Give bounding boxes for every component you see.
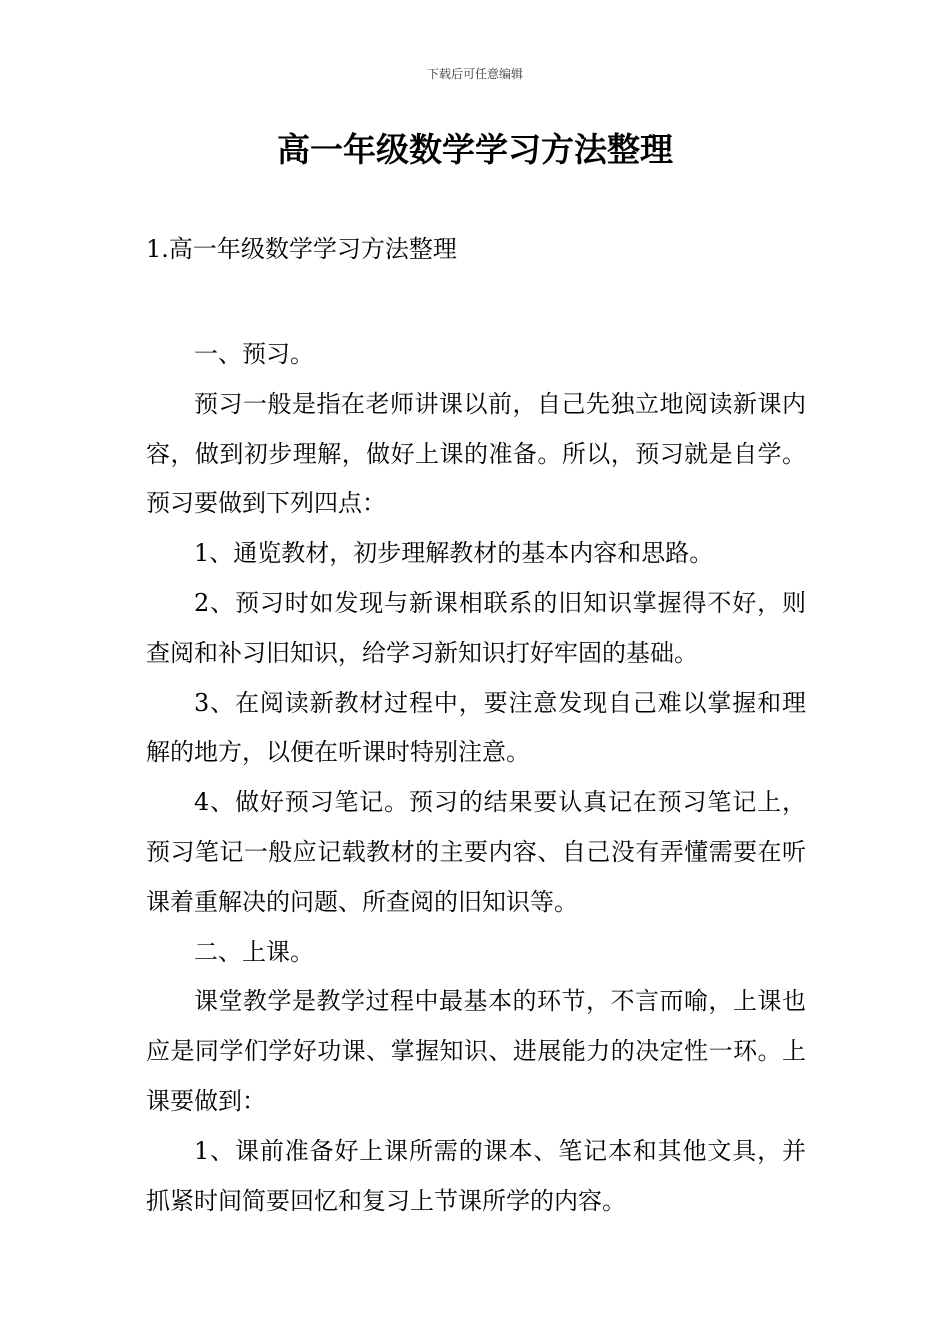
list-item: 2、预习时如发现与新课相联系的旧知识掌握得不好，则查阅和补习旧知识，给学习新知识打好牢固的基础。 [146, 588, 806, 667]
section-heading-class: 二、上课。 [194, 937, 314, 966]
section-subtitle: 1.高一年级数学学习方法整理 [146, 235, 457, 263]
paragraph: 课堂教学是教学过程中最基本的环节，不言而喻，上课也应是同学们学好功课、掌握知识、进展能力的决定性一环。上课要做到： [146, 987, 806, 1115]
list-item: 1、通览教材，初步理解教材的基本内容和思路。 [194, 539, 714, 568]
section-heading-preview: 一、预习。 [194, 340, 314, 368]
list-item: 1、课前准备好上课所需的课本、笔记本和其他文具，并抓紧时间简要回忆和复习上节课所学的内容。 [146, 1136, 806, 1215]
paragraph: 预习一般是指在老师讲课以前，自己先独立地阅读新课内容，做到初步理解，做好上课的准备。所以，预习就是自学。预习要做到下列四点： [146, 389, 806, 518]
document-title: 高一年级数学学习方法整理 [277, 130, 673, 169]
list-item: 3、在阅读新教材过程中，要注意发现自己难以掌握和理解的地方，以便在听课时特别注意。 [146, 688, 806, 767]
list-item: 4、做好预习笔记。预习的结果要认真记在预习笔记上，预习笔记一般应记载教材的主要内容、自己没有弄懂需要在听课着重解决的问题、所查阅的旧知识等。 [146, 788, 806, 916]
header-note: 下载后可任意编辑 [426, 67, 523, 81]
document-body [146, 330, 806, 1226]
